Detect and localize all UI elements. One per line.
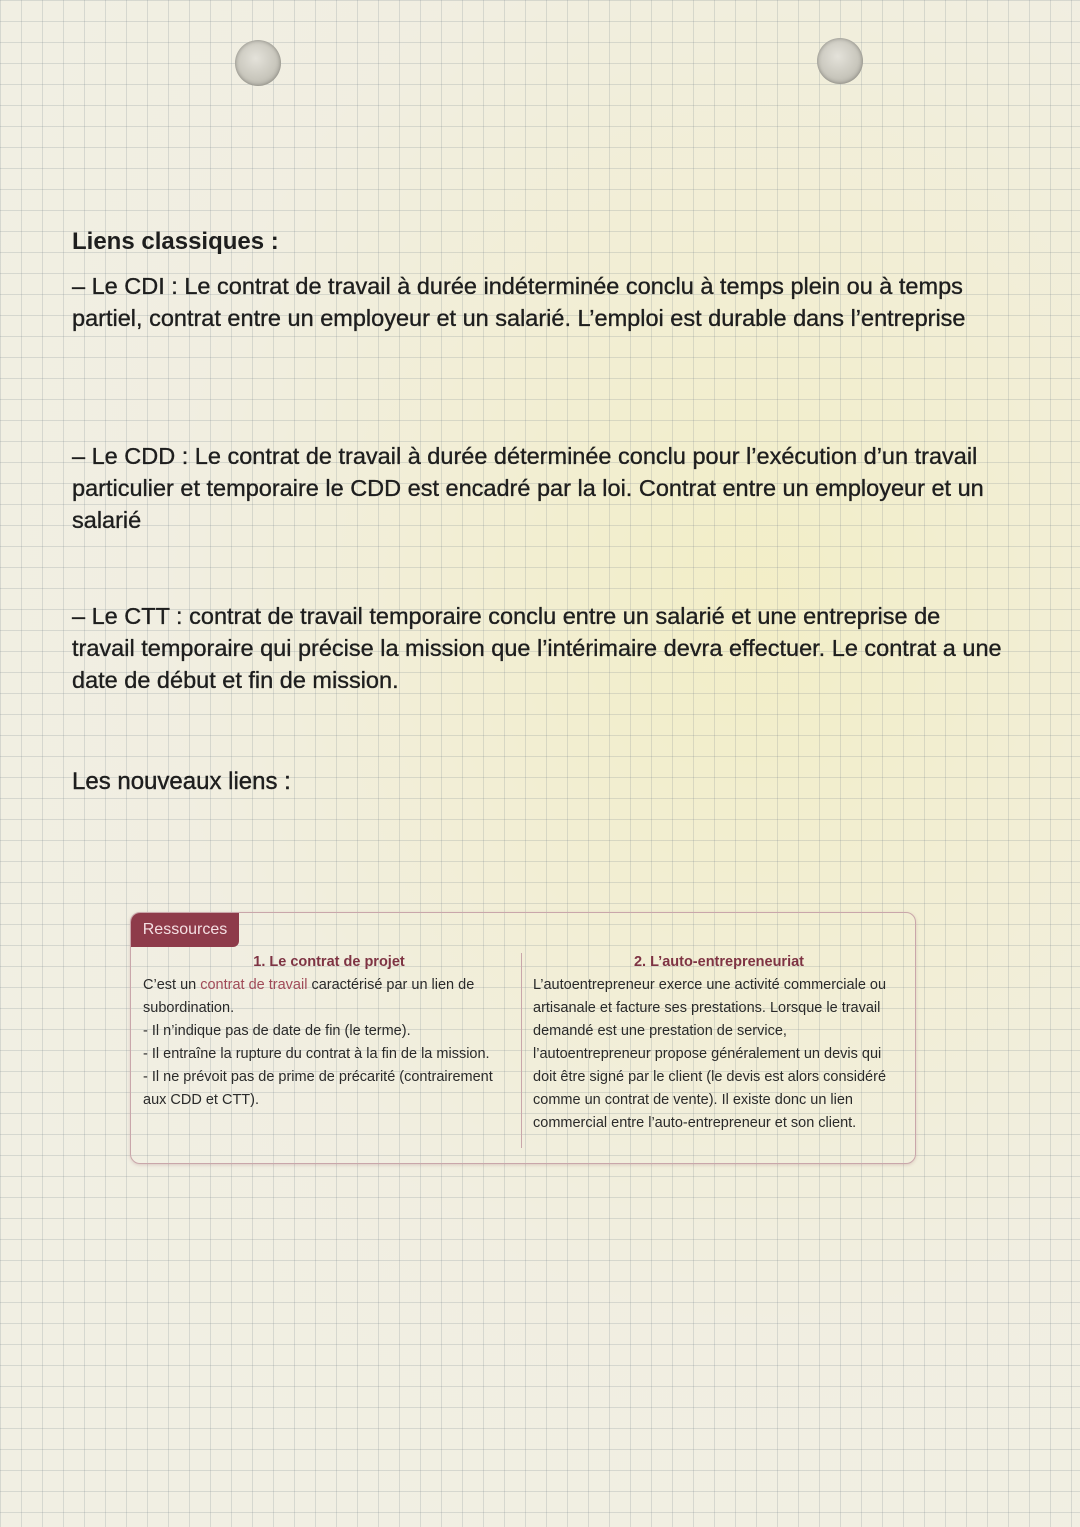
resource-card [130,912,916,1164]
contract-cdd-term: – Le CDD : [72,443,189,469]
heading-new-links: Les nouveaux liens : [72,768,291,795]
heading-classic-links: Liens classiques : [72,228,279,255]
contract-cdi [72,270,1002,334]
resource-auto-entrepreneurship [533,951,905,1135]
resource-auto-text: L’autoentrepreneur exerce une activité commerciale ou artisanale et facture ses prestations. Lorsque le travail demandé est une prestation de service, l’autoentrepreneur propose généralement un devis qui doit être signé par le client (le devis est alors considéré comme un contrat de vente). Il existe donc un lien commercial entre l’auto-entrepreneur et son client. [533,977,887,1131]
resource-project-contract [143,951,515,1112]
contract-cdd [72,440,1002,536]
contract-cdi-term: – Le CDI : [72,273,178,299]
resource-tab: Ressources [131,913,239,947]
resource-auto-title: 2. L’auto-entrepreneuriat [633,954,804,970]
resource-project-intro-end: caractérisé par un lien de subordination. [143,977,475,1016]
resource-project-intro [143,974,515,1020]
list-item: - Il ne prévoit pas de prime de précarité (contrairement aux CDD et CTT). [143,1066,515,1112]
punch-hole-right [817,38,863,84]
list-item: - Il n’indique pas de date de fin (le terme). [143,1020,515,1043]
contract-cdi-text: Le contrat de travail à durée indéterminée conclu à temps plein ou à temps partiel, contrat entre un employeur et un salarié. L’emploi est durable dans l’entreprise [72,273,966,331]
punch-hole-left [235,40,281,86]
resource-project-title: 1. Le contrat de projet [253,954,405,970]
resource-project-intro-highlight: contrat de travail [200,977,308,993]
list-item: - Il entraîne la rupture du contrat à la fin de la mission. [143,1043,515,1066]
resource-project-intro-start: C’est un [143,977,201,993]
resource-column-divider [521,953,522,1148]
contract-cdd-text: Le contrat de travail à durée déterminée conclu pour l’exécution d’un travail particulier et temporaire le CDD est encadré par la loi. Contrat entre un employeur et un salarié [72,443,984,533]
contract-ctt-term: – Le CTT : [72,603,183,629]
contract-ctt [72,600,1002,696]
resource-project-points [143,1020,515,1112]
contract-ctt-text: contrat de travail temporaire conclu entre un salarié et une entreprise de travail temporaire qui précise la mission que l’intérimaire devra effectuer. Le contrat a une date de début et fin de mission. [72,603,1002,693]
